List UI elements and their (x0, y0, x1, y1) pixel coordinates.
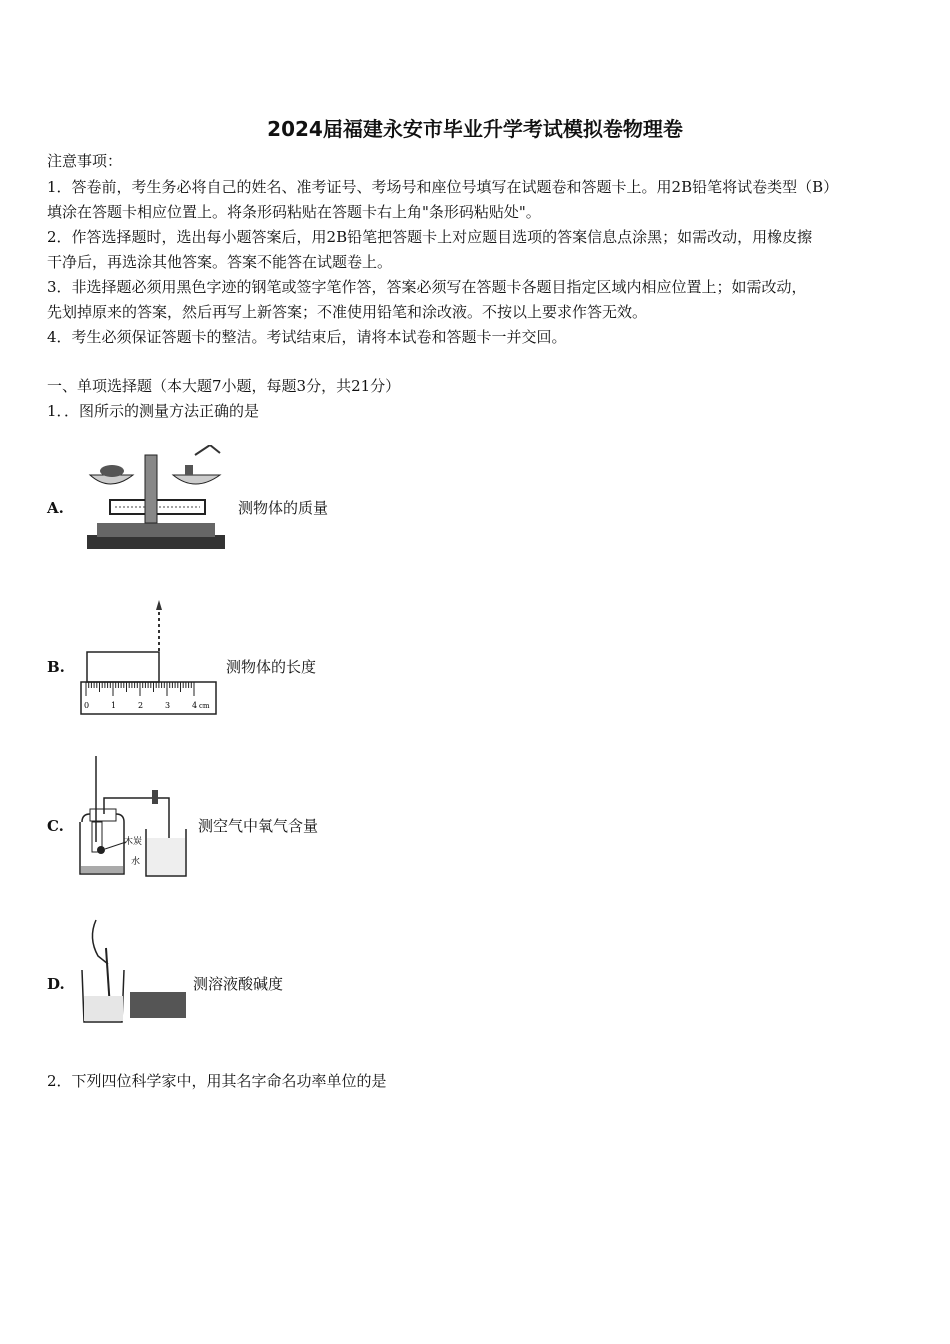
question-1-stem: 1．．图所示的测量方法正确的是 (47, 402, 260, 420)
notice-line: 3．非选择题必须用黑色字迹的钢笔或签字笔作答，答案必须写在答题卡各题目指定区域内相应位置上；如需改动， (47, 278, 807, 296)
ruler-figure (78, 596, 220, 718)
charcoal-label: 木炭 (124, 837, 143, 847)
section-heading: 一、单项选择题（本大题7小题，每题3分，共21分） (47, 377, 401, 395)
balance-scale-figure (85, 445, 230, 553)
ruler-tick-label: 2 (138, 701, 144, 710)
oxygen-experiment-figure (74, 752, 194, 880)
notice-line: 1．答卷前，考生务必将自己的姓名、准考证号、考场号和座位号填写在试题卷和答题卡上。用2B铅笔将试卷类型（B） (47, 178, 839, 196)
option-a-text: 测物体的质量 (238, 499, 329, 517)
option-d-text: 测溶液酸碱度 (193, 975, 284, 993)
notice-line: 填涂在答题卡相应位置上。将条形码粘贴在答题卡右上角"条形码粘贴处"。 (47, 203, 541, 221)
option-b-text: 测物体的长度 (226, 658, 317, 676)
option-d-label: D. (47, 975, 65, 993)
page-title: 2024届福建永安市毕业升学考试模拟卷物理卷 (267, 117, 683, 141)
notice-line: 先划掉原来的答案，然后再写上新答案；不准使用铅笔和涂改液。不按以上要求作答无效。 (47, 303, 648, 321)
ruler-tick-label: 0 (84, 701, 90, 710)
notice-line: 2．作答选择题时，选出每小题答案后，用2B铅笔把答题卡上对应题目选项的答案信息点涂黑；如需改动，用橡皮擦 (47, 228, 813, 246)
option-a-label: A. (47, 499, 64, 517)
option-c-label: C. (47, 817, 64, 835)
water-label: 水 (131, 857, 141, 867)
ruler-tick-label: 4 (192, 701, 198, 710)
option-b-label: B. (47, 658, 65, 676)
notice-line: 干净后，再选涂其他答案。答案不能答在试题卷上。 (47, 253, 393, 271)
notice-heading: 注意事项： (47, 152, 123, 170)
ruler-tick-label: 3 (165, 701, 171, 710)
notice-line: 4．考生必须保证答题卡的整洁。考试结束后，请将本试卷和答题卡一并交回。 (47, 328, 567, 346)
question-2-stem: 2．下列四位科学家中，用其名字命名功率单位的是 (47, 1072, 387, 1090)
ruler-unit: cm (199, 702, 210, 710)
ruler-tick-label: 1 (111, 701, 117, 710)
ph-test-figure (78, 918, 190, 1028)
option-c-text: 测空气中氧气含量 (198, 817, 319, 835)
